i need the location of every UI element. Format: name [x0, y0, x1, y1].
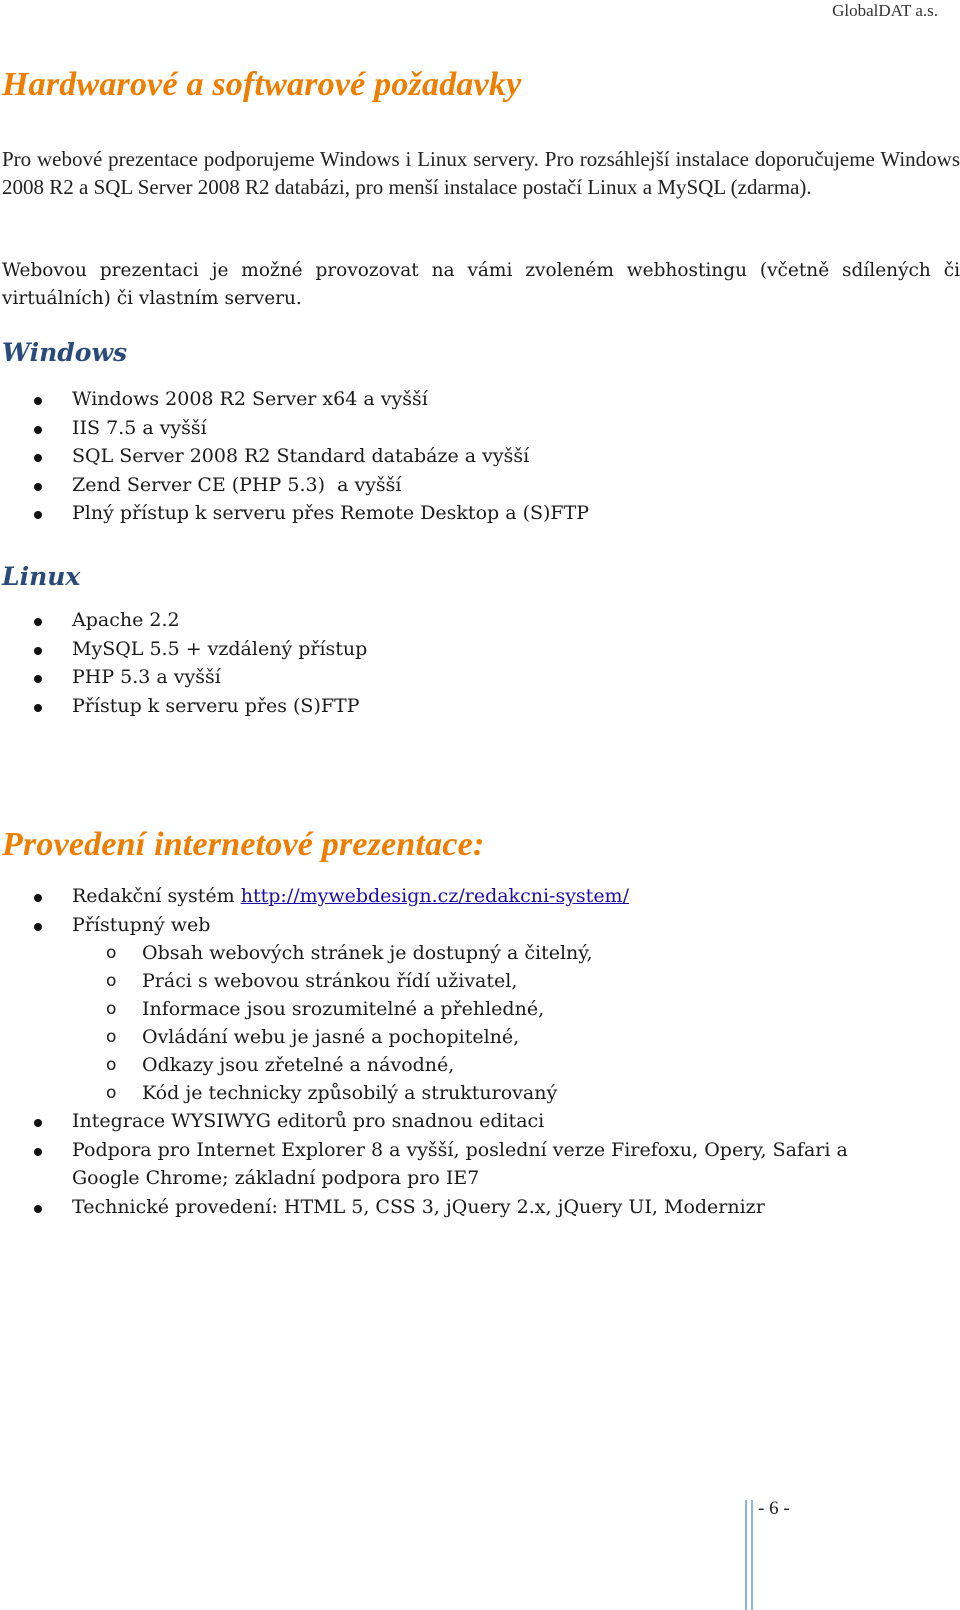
list-item: Apache 2.2	[0, 606, 367, 635]
sublist-item: o Kód je technicky způsobilý a strukturovaný	[0, 1079, 892, 1107]
list-item: Windows 2008 R2 Server x64 a vyšší	[0, 385, 589, 414]
section-title-implementation: Provedení internetové prezentace:	[2, 826, 485, 863]
bullet-icon	[34, 426, 42, 434]
sublist-item: o Obsah webových stránek je dostupný a čitelný,	[0, 939, 892, 967]
hollow-bullet-icon: o	[106, 943, 117, 963]
bullet-icon	[34, 618, 42, 626]
sublist-item: o Práci s webovou stránkou řídí uživatel,	[0, 967, 892, 995]
footer-divider	[745, 1500, 753, 1610]
hollow-bullet-icon: o	[106, 1027, 117, 1047]
bullet-icon	[34, 511, 42, 519]
accessibility-sublist	[72, 939, 892, 1107]
windows-requirements-list	[0, 385, 589, 528]
intro-paragraph-servers: Pro webové prezentace podporujeme Windows i Linux servery. Pro rozsáhlejší instalace doporučujeme Windows 2008 R2 a SQL Server 2008 R2 databázi, pro menší instalace postačí Linux a MySQL (zdarma).	[2, 147, 960, 199]
page-number: - 6 -	[758, 1498, 790, 1519]
header-company-name: GlobalDAT a.s.	[832, 1, 938, 20]
list-item-cms: Redakční systém http://mywebdesign.cz/redakcni-system/	[0, 882, 892, 911]
hollow-bullet-icon: o	[106, 1083, 117, 1103]
list-item: MySQL 5.5 + vzdálený přístup	[0, 635, 367, 664]
intro-paragraph-hosting: Webovou prezentaci je možné provozovat na vámi zvoleném webhostingu (včetně sdílených či virtuálních) či vlastním serveru.	[2, 260, 960, 309]
bullet-icon	[34, 1205, 42, 1213]
sublist-item: o Informace jsou srozumitelné a přehledné,	[0, 995, 892, 1023]
linux-requirements-list	[0, 606, 367, 720]
list-item-browser-support: Podpora pro Internet Explorer 8 a vyšší, poslední verze Firefoxu, Opery, Safari a Google Chrome; základní podpora pro IE7	[0, 1136, 892, 1193]
cms-link[interactable]: http://mywebdesign.cz/redakcni-system/	[240, 885, 629, 907]
bullet-icon	[34, 923, 42, 931]
bullet-icon	[34, 675, 42, 683]
sublist-item: o Ovládání webu je jasné a pochopitelné,	[0, 1023, 892, 1051]
list-item: IIS 7.5 a vyšší	[0, 414, 589, 443]
list-item: Přístup k serveru přes (S)FTP	[0, 692, 367, 721]
list-item-technical: Technické provedení: HTML 5, CSS 3, jQuery 2.x, jQuery UI, Modernizr	[0, 1193, 892, 1222]
bullet-icon	[34, 704, 42, 712]
sublist-item: o Odkazy jsou zřetelné a návodné,	[0, 1051, 892, 1079]
sublist-container	[0, 939, 892, 1107]
bullet-icon	[34, 1119, 42, 1127]
section-title-requirements: Hardwarové a softwarové požadavky	[2, 66, 522, 103]
list-item-wysiwyg: Integrace WYSIWYG editorů pro snadnou editaci	[0, 1107, 892, 1136]
bullet-icon	[34, 647, 42, 655]
hollow-bullet-icon: o	[106, 1055, 117, 1075]
bullet-icon	[34, 894, 42, 902]
hollow-bullet-icon: o	[106, 971, 117, 991]
bullet-icon	[34, 483, 42, 491]
list-item-accessible-web: Přístupný web	[0, 911, 892, 940]
windows-heading: Windows	[2, 338, 128, 367]
bullet-icon	[34, 1148, 42, 1156]
bullet-icon	[34, 397, 42, 405]
list-item: SQL Server 2008 R2 Standard databáze a vyšší	[0, 442, 589, 471]
hollow-bullet-icon: o	[106, 999, 117, 1019]
list-item: Zend Server CE (PHP 5.3) a vyšší	[0, 471, 589, 500]
list-item: Plný přístup k serveru přes Remote Desktop a (S)FTP	[0, 499, 589, 528]
bullet-icon	[34, 454, 42, 462]
list-item: PHP 5.3 a vyšší	[0, 663, 367, 692]
implementation-list	[0, 882, 892, 1221]
linux-heading: Linux	[2, 562, 81, 591]
